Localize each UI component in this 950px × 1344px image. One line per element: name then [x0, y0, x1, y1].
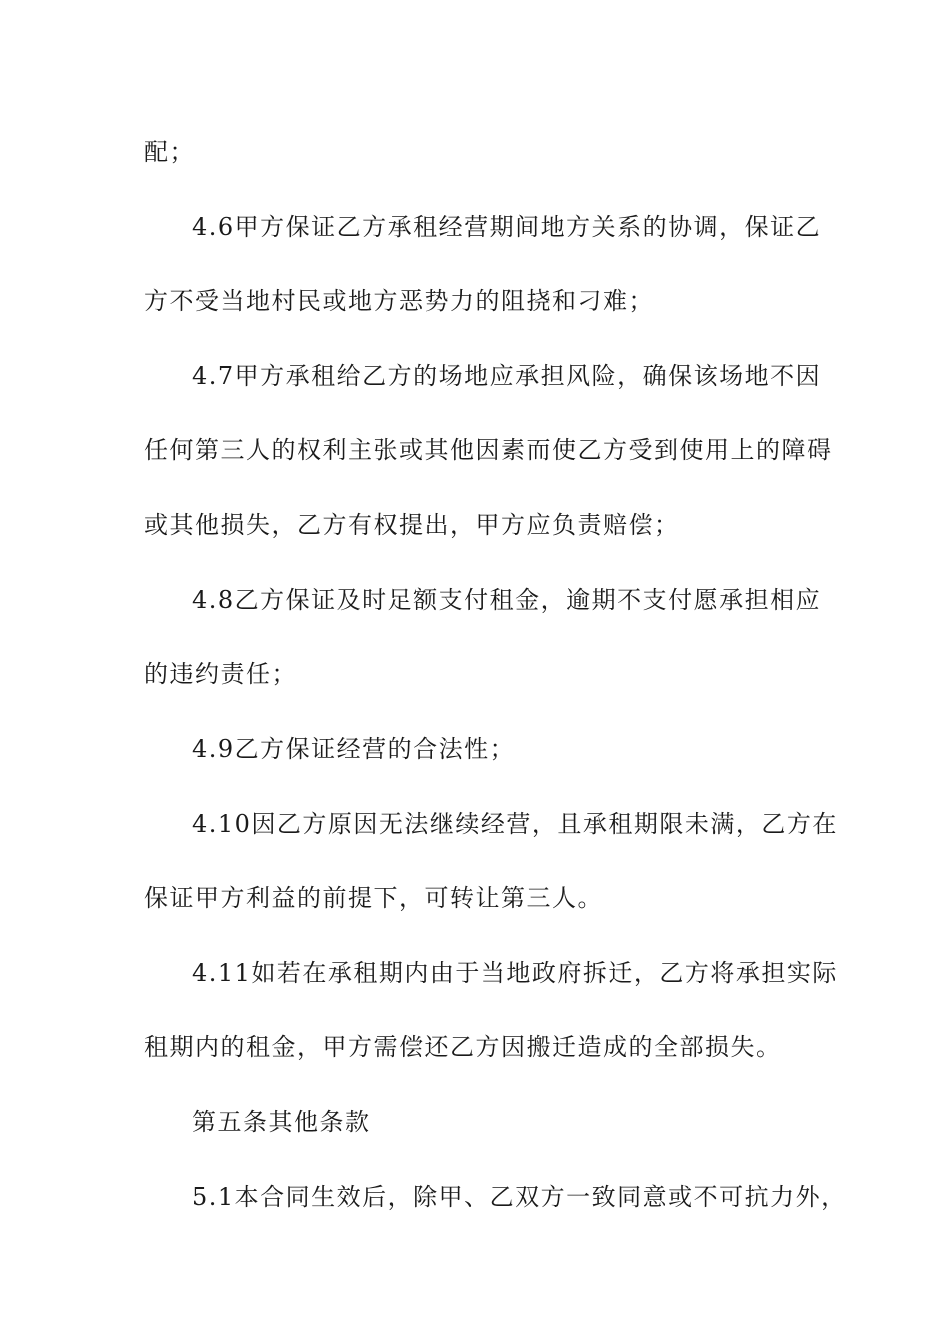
clause-4-7-line-2: 任何第三人的权利主张或其他因素而使乙方受到使用上的障碍 — [144, 436, 833, 464]
clause-4-10-line-1: 4.10因乙方原因无法继续经营，且承租期限未满，乙方在 — [192, 810, 838, 838]
clause-4-6-line-2: 方不受当地村民或地方恶势力的阻挠和刁难； — [144, 287, 654, 315]
clause-5-1-line-1: 5.1本合同生效后，除甲、乙双方一致同意或不可抗力外， — [192, 1183, 847, 1211]
clause-4-11-line-2: 租期内的租金，甲方需偿还乙方因搬迁造成的全部损失。 — [144, 1033, 782, 1061]
clause-4-7-line-3: 或其他损失，乙方有权提出，甲方应负责赔偿； — [144, 511, 680, 539]
clause-4-10-line-2: 保证甲方利益的前提下，可转让第三人。 — [144, 884, 603, 912]
clause-4-7-line-1: 4.7甲方承租给乙方的场地应承担风险，确保该场地不因 — [192, 362, 822, 390]
clause-4-6-line-1: 4.6甲方保证乙方承租经营期间地方关系的协调，保证乙 — [192, 213, 822, 241]
section-heading: 第五条其他条款 — [192, 1108, 371, 1136]
clause-4-11-line-1: 4.11如若在承租期内由于当地政府拆迁，乙方将承担实际 — [192, 959, 838, 987]
clause-4-8-line-1: 4.8乙方保证及时足额支付租金，逾期不支付愿承担相应 — [192, 586, 822, 614]
clause-4-8-line-2: 的违约责任； — [144, 660, 297, 688]
text-line: 配； — [144, 138, 195, 166]
clause-4-9-line: 4.9乙方保证经营的合法性； — [192, 735, 516, 763]
